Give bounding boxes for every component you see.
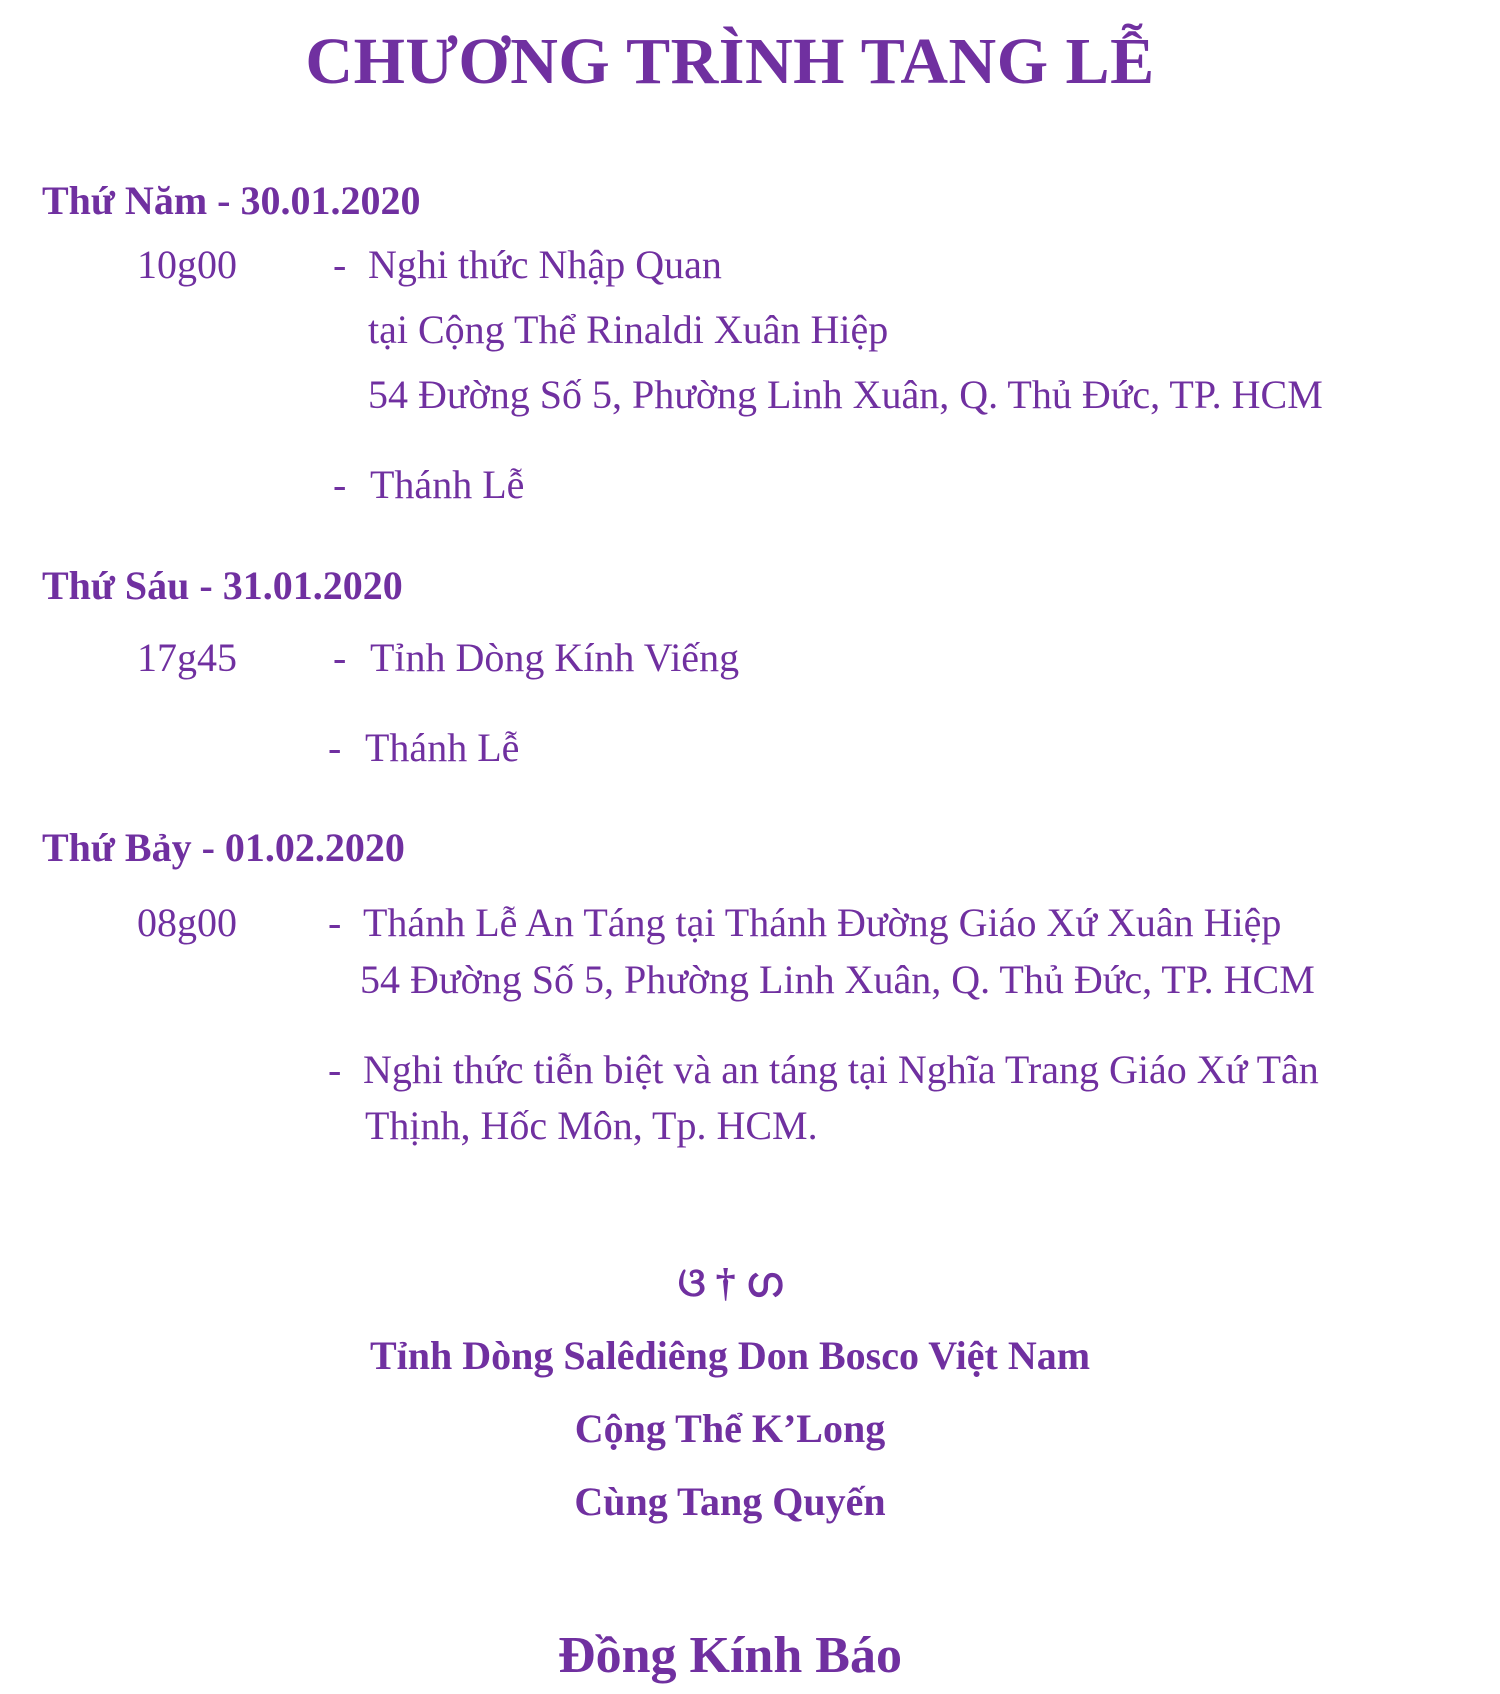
- list-dash: -: [328, 725, 342, 770]
- event-line: Thánh Lễ: [365, 725, 520, 770]
- day-heading: Thứ Sáu - 31.01.2020: [42, 563, 403, 608]
- signature-line: Cộng Thể K’Long: [574, 1406, 886, 1451]
- cross-ornament: ଓ † ഗ: [678, 1260, 782, 1305]
- list-dash: -: [333, 635, 347, 680]
- event-line: Thịnh, Hốc Môn, Tp. HCM.: [365, 1103, 818, 1148]
- event-line: 54 Đường Số 5, Phường Linh Xuân, Q. Thủ Đức, TP. HCM: [368, 372, 1323, 417]
- list-dash: -: [328, 1047, 342, 1092]
- event-time: 08g00: [137, 900, 237, 945]
- page-title: CHƯƠNG TRÌNH TANG LỄ: [305, 25, 1155, 98]
- event-time: 17g45: [137, 635, 237, 680]
- event-line: Nghi thức Nhập Quan: [368, 242, 722, 287]
- event-line: Nghi thức tiễn biệt và an táng tại Nghĩa Trang Giáo Xứ Tân: [363, 1047, 1319, 1092]
- event-line: 54 Đường Số 5, Phường Linh Xuân, Q. Thủ Đức, TP. HCM: [360, 957, 1315, 1002]
- event-time: 10g00: [137, 242, 237, 287]
- list-dash: -: [328, 900, 342, 945]
- event-line: tại Cộng Thể Rinaldi Xuân Hiệp: [368, 307, 889, 352]
- day-heading: Thứ Năm - 30.01.2020: [42, 178, 421, 223]
- event-line: Tỉnh Dòng Kính Viếng: [370, 635, 740, 680]
- day-heading: Thứ Bảy - 01.02.2020: [42, 825, 405, 870]
- event-line: Thánh Lễ: [370, 462, 525, 507]
- list-dash: -: [333, 462, 347, 507]
- event-line: Thánh Lễ An Táng tại Thánh Đường Giáo Xứ Xuân Hiệp: [363, 900, 1282, 945]
- closing-text: Đồng Kính Báo: [558, 1627, 902, 1684]
- list-dash: -: [333, 242, 347, 287]
- signature-line: Tỉnh Dòng Salêdiêng Don Bosco Việt Nam: [369, 1333, 1091, 1378]
- signature-line: Cùng Tang Quyến: [574, 1479, 886, 1524]
